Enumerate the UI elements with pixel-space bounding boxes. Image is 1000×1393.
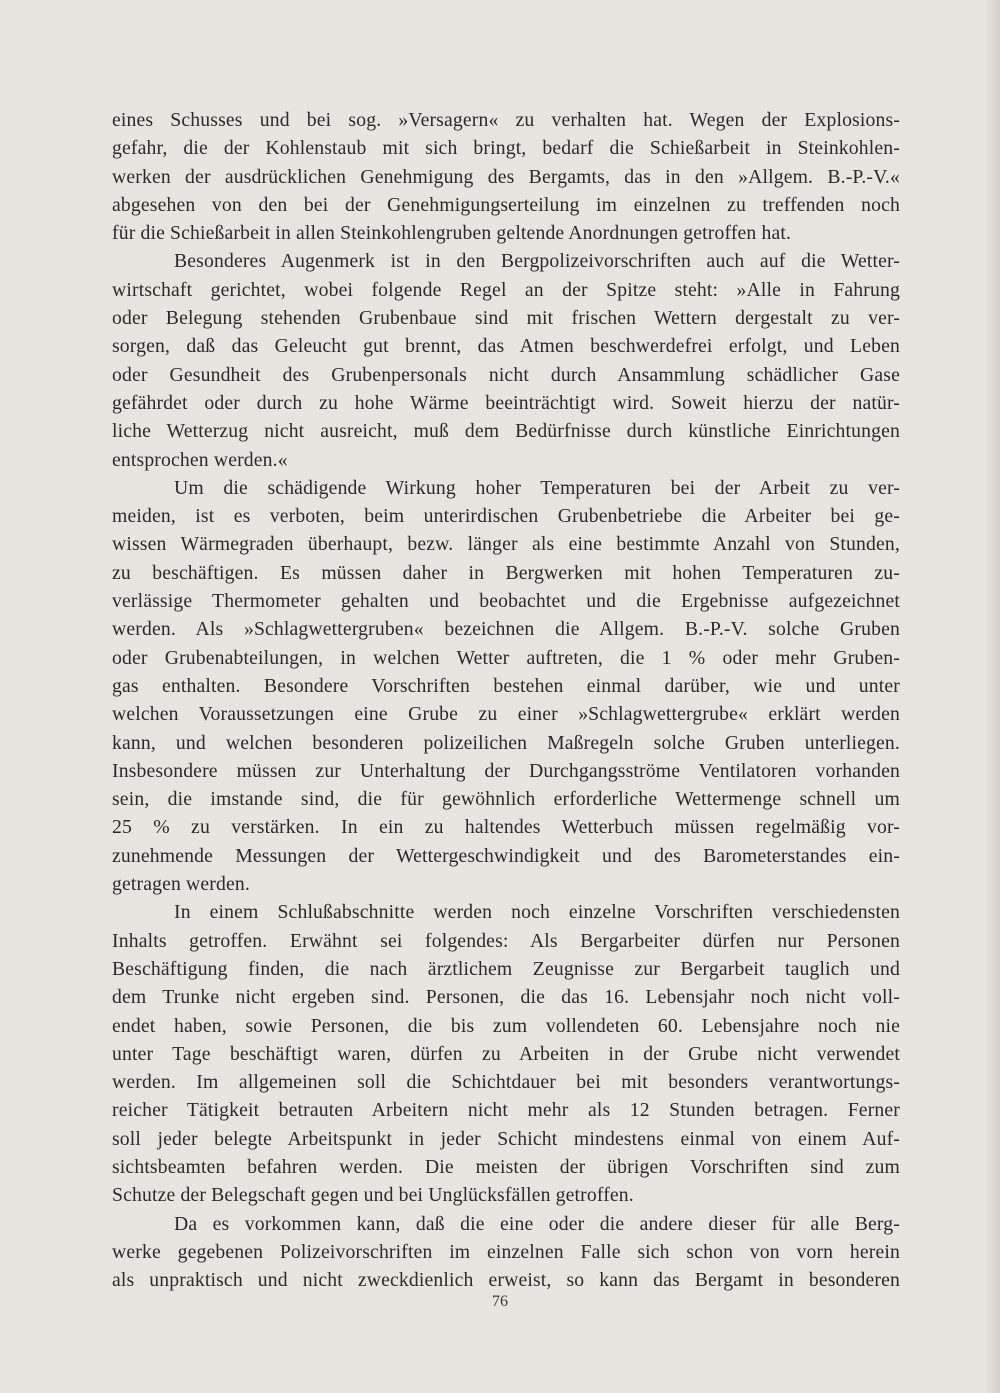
text-line: Schutze der Belegschaft gegen und bei Unglücksfällen getroffen.	[112, 1184, 634, 1207]
body-text	[112, 106, 900, 1294]
text-line: welchen Voraussetzungen eine Grube zu einer »Schlagwettergrube« erklärt werden	[112, 703, 900, 726]
text-line: Um die schädigende Wirkung hoher Temperaturen bei der Arbeit zu ver-	[174, 476, 900, 499]
text-line: reicher Tätigkeit betrauten Arbeitern nicht mehr als 12 Stunden betragen. Ferner	[112, 1099, 900, 1122]
text-line: endet haben, sowie Personen, die bis zum vollendeten 60. Lebensjahre noch nie	[112, 1014, 900, 1037]
text-line: Besonderes Augenmerk ist in den Bergpolizeivorschriften auch auf die Wetter-	[174, 250, 900, 273]
paragraph	[112, 106, 900, 247]
text-line: abgesehen von den bei der Genehmigungserteilung im einzelnen zu treffenden noch	[112, 193, 900, 216]
text-line: oder Gesundheit des Grubenpersonals nicht durch Ansammlung schädlicher Gase	[112, 363, 900, 386]
text-line: werden. Im allgemeinen soll die Schichtdauer bei mit besonders verantwortungs-	[112, 1071, 900, 1094]
text-line: unter Tage beschäftigt waren, dürfen zu Arbeiten in der Grube nicht verwendet	[112, 1042, 900, 1065]
text-line: gefahr, die der Kohlenstaub mit sich bringt, bedarf die Schießarbeit in Steinkohlen-	[112, 137, 900, 160]
text-line: zunehmende Messungen der Wettergeschwindigkeit und des Barometerstandes ein-	[112, 844, 900, 867]
text-line: kann, und welchen besonderen polizeilichen Maßregeln solche Gruben unterliegen.	[112, 731, 900, 754]
text-line: Insbesondere müssen zur Unterhaltung der Durchgangsströme Ventilatoren vorhanden	[112, 759, 900, 782]
text-line: 25 % zu verstärken. In ein zu haltendes Wetterbuch müssen regelmäßig vor-	[112, 816, 900, 839]
text-line: gas enthalten. Besondere Vorschriften bestehen einmal darüber, wie und unter	[112, 674, 900, 697]
text-line: werden. Als »Schlagwettergruben« bezeichnen die Allgem. B.-P.-V. solche Gruben	[112, 618, 900, 641]
text-line: eines Schusses und bei sog. »Versagern« zu verhalten hat. Wegen der Explosions-	[112, 109, 900, 131]
page-edge-shadow	[986, 0, 1000, 1393]
text-line: Beschäftigung finden, die nach ärztlichem Zeugnisse zur Bergarbeit tauglich und	[112, 957, 900, 980]
text-line: für die Schießarbeit in allen Steinkohlengruben geltende Anordnungen getroffen hat.	[112, 222, 792, 245]
text-line: zu beschäftigen. Es müssen daher in Bergwerken mit hohen Temperaturen zu-	[112, 561, 900, 584]
text-line: Da es vorkommen kann, daß die eine oder die andere dieser für alle Berg-	[174, 1212, 900, 1235]
text-line: oder Grubenabteilungen, in welchen Wetter auftreten, die 1 % oder mehr Gruben-	[112, 646, 900, 669]
text-line: soll jeder belegte Arbeitspunkt in jeder Schicht mindestens einmal von einem Auf-	[112, 1127, 900, 1150]
text-line: sein, die imstande sind, die für gewöhnlich erforderliche Wettermenge schnell um	[112, 788, 900, 811]
paragraph	[112, 1210, 900, 1295]
paragraph	[112, 474, 900, 898]
text-line: als unpraktisch und nicht zweckdienlich erweist, so kann das Bergamt in besonderen	[112, 1269, 900, 1292]
text-line: meiden, ist es verboten, beim unterirdischen Grubenbetriebe die Arbeiter bei ge-	[112, 505, 900, 528]
text-line: dem Trunke nicht ergeben sind. Personen, die das 16. Lebensjahr noch nicht voll-	[112, 986, 900, 1009]
text-line: sorgen, daß das Geleucht gut brennt, das Atmen beschwerdefrei erfolgt, und Leben	[112, 335, 900, 358]
text-line: getragen werden.	[112, 873, 250, 896]
paragraph	[112, 898, 900, 1209]
text-line: sichtsbeamten befahren werden. Die meisten der übrigen Vorschriften sind zum	[112, 1155, 900, 1178]
text-line: gefährdet oder durch zu hohe Wärme beeinträchtigt wird. Soweit hierzu der natür-	[112, 391, 900, 414]
text-line: oder Belegung stehenden Grubenbaue sind mit frischen Wettern dergestalt zu ver-	[112, 307, 900, 330]
text-line: liche Wetterzug nicht ausreicht, muß dem Bedürfnisse durch künstliche Einrichtungen	[112, 420, 900, 443]
text-line: In einem Schlußabschnitte werden noch einzelne Vorschriften verschiedensten	[174, 901, 900, 924]
text-line: wissen Wärmegraden überhaupt, bezw. länger als eine bestimmte Anzahl von Stunden,	[112, 533, 900, 556]
text-line: wirtschaft gerichtet, wobei folgende Regel an der Spitze steht: »Alle in Fahrung	[112, 278, 900, 301]
text-line: verlässige Thermometer gehalten und beobachtet und die Ergebnisse aufgezeichnet	[112, 590, 900, 613]
text-line: werken der ausdrücklichen Genehmigung des Bergamts, das in den »Allgem. B.-P.-V.«	[112, 165, 900, 188]
text-line: Inhalts getroffen. Erwähnt sei folgendes: Als Bergarbeiter dürfen nur Personen	[112, 929, 900, 952]
text-line: werke gegebenen Polizeivorschriften im einzelnen Falle sich schon von vorn herein	[112, 1240, 900, 1263]
page-number: 76	[492, 1293, 508, 1310]
paragraph	[112, 247, 900, 473]
text-line: entsprochen werden.«	[112, 448, 288, 471]
